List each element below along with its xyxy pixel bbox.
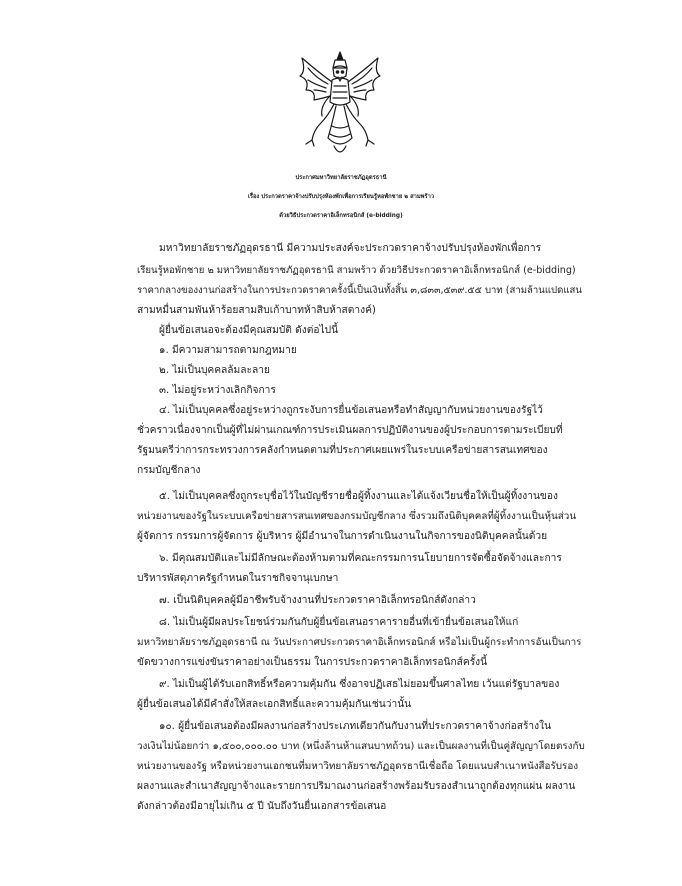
qualification-item: ๙. ไม่เป็นผู้ได้รับเอกสิทธิ์หรือความคุ้มกัน ซึ่งอาจปฏิเสธไม่ยอมขึ้นศาลไทย เว้นแต่รัฐบาลของ: [159, 679, 560, 690]
qualification-item: ๓. ไม่อยู่ระหว่างเลิกกิจการ: [159, 385, 276, 396]
qualification-item: ๑๐. ผู้ยื่นข้อเสนอต้องมีผลงานก่อสร้างประเภทเดียวกันกับงานที่ประกวดราคาจ้างก่อสร้างใน: [159, 721, 552, 732]
body-line: มหาวิทยาลัยราชภัฏอุดรธานี ณ วันประกาศประกวดราคาอิเล็กทรอนิกส์ หรือไม่เป็นผู้กระทำการอันเป็นการ: [137, 637, 582, 648]
body-line: บริหารพัสดุภาครัฐกำหนดในราชกิจจานุเบกษา: [137, 573, 339, 584]
qualification-item: ๕. ไม่เป็นบุคคลซึ่งถูกระบุชื่อไว้ในบัญชีรายชื่อผู้ทิ้งงานและได้แจ้งเวียนชื่อให้เป็นผู้ทิ้งงานของ: [159, 491, 558, 502]
body-line: รัฐมนตรีว่าการกระทรวงการคลังกำหนดตามที่ประกาศเผยแพร่ในระบบเครือข่ายสารสนเทศของ: [137, 445, 548, 456]
qualification-item: ๑. มีความสามารถตามกฎหมาย: [159, 345, 297, 356]
body-line: ผลงานและสำเนาสัญญาจ้างและรายการปริมาณงานก่อสร้างพร้อมรับรองสำเนาถูกต้องทุกแผ่น ผลงาน: [137, 781, 576, 792]
body-line: หน่วยงานของรัฐ หรือหน่วยงานเอกชนที่มหาวิทยาลัยราชภัฏอุดรธานีเชื่อถือ โดยแนบสำเนาหนังสือรับรอง: [137, 761, 579, 772]
title-line-method: ด้วยวิธีประกวดราคาอิเล็กทรอนิกส์ (e-bidding): [279, 213, 403, 219]
body-line: กรมบัญชีกลาง: [137, 465, 201, 476]
garuda-emblem-icon: [292, 50, 388, 160]
qualification-item: ๖. มีคุณสมบัติและไม่มีลักษณะต้องห้ามตามที่คณะกรรมการนโยบายการจัดซื้อจัดจ้างและการ: [159, 553, 562, 564]
body-line: ผู้ยื่นข้อเสนอได้มีคำสั่งให้สละเอกสิทธิ์และความคุ้มกันเช่นว่านั้น: [137, 699, 412, 710]
body-line: ดังกล่าวต้องมีอายุไม่เกิน ๕ ปี นับถึงวันยื่นเอกสารข้อเสนอ: [137, 801, 387, 812]
qualification-item: ๗. เป็นนิติบุคคลผู้มีอาชีพรับจ้างงานที่ประกวดราคาอิเล็กทรอนิกส์ดังกล่าว: [159, 595, 476, 606]
title-line-organization: ประกาศมหาวิทยาลัยราชภัฏอุดรธานี: [295, 175, 387, 181]
body-line: ราคากลางของงานก่อสร้างในการประกวดราคาครั้งนี้เป็นเงินทั้งสิ้น ๓,๘๓๓,๕๓๙.๕๕ บาท (สามล้านแปดแสน: [137, 285, 582, 296]
body-line: ผู้ยื่นข้อเสนอจะต้องมีคุณสมบัติ ดังต่อไปนี้: [159, 325, 339, 336]
qualification-item: ๒. ไม่เป็นบุคคลล้มละลาย: [159, 365, 270, 376]
body-line: ชั่วคราวเนื่องจากเป็นผู้ที่ไม่ผ่านเกณฑ์การประเมินผลการปฏิบัติงานของผู้ประกอบการตามระเบียบที่: [137, 425, 563, 436]
title-line-subject: เรื่อง ประกวดราคาจ้างปรับปรุงห้องพักเพื่อการเรียนรู้หอพักชาย ๒ สามพร้าว: [247, 194, 435, 200]
body-line: สามหมื่นสามพันห้าร้อยสามสิบเก้าบาทห้าสิบห้าสตางค์): [137, 305, 376, 316]
body-line: ขัดขวางการแข่งขันราคาอย่างเป็นธรรม ในการประกวดราคาอิเล็กทรอนิกส์ครั้งนี้: [137, 657, 488, 668]
body-line: ผู้จัดการ กรรมการผู้จัดการ ผู้บริหาร ผู้มีอำนาจในการดำเนินงานในกิจการของนิติบุคคลนั้นด้วย: [137, 531, 548, 542]
qualification-item: ๔. ไม่เป็นบุคคลซึ่งอยู่ระหว่างถูกระงับการยื่นข้อเสนอหรือทำสัญญากับหน่วยงานของรัฐไว้: [159, 405, 543, 416]
qualification-item: ๘. ไม่เป็นผู้มีผลประโยชน์ร่วมกันกับผู้ยื่นข้อเสนอราคารายอื่นที่เข้ายื่นข้อเสนอให้แก่: [159, 617, 519, 628]
body-line: เรียนรู้หอพักชาย ๒ มหาวิทยาลัยราชภัฏอุดรธานี สามพร้าว ด้วยวิธีประกวดราคาอิเล็กทรอนิกส์ (e-bidding): [137, 265, 576, 276]
body-line: วงเงินไม่น้อยกว่า ๑,๕๐๐,๐๐๐.๐๐ บาท (หนึ่งล้านห้าแสนบาทถ้วน) และเป็นผลงานที่เป็นคู่สัญญาโดยตรงกับ: [137, 741, 585, 752]
body-line: มหาวิทยาลัยราชภัฏอุดรธานี มีความประสงค์จะประกวดราคาจ้างปรับปรุงห้องพักเพื่อการ: [159, 243, 542, 254]
body-line: หน่วยงานของรัฐในระบบเครือข่ายสารสนเทศของกรมบัญชีกลาง ซึ่งรวมถึงนิติบุคคลที่ผู้ทิ้งงานเป็นหุ้นส่วน: [137, 511, 577, 522]
announcement-title: [0, 169, 682, 226]
